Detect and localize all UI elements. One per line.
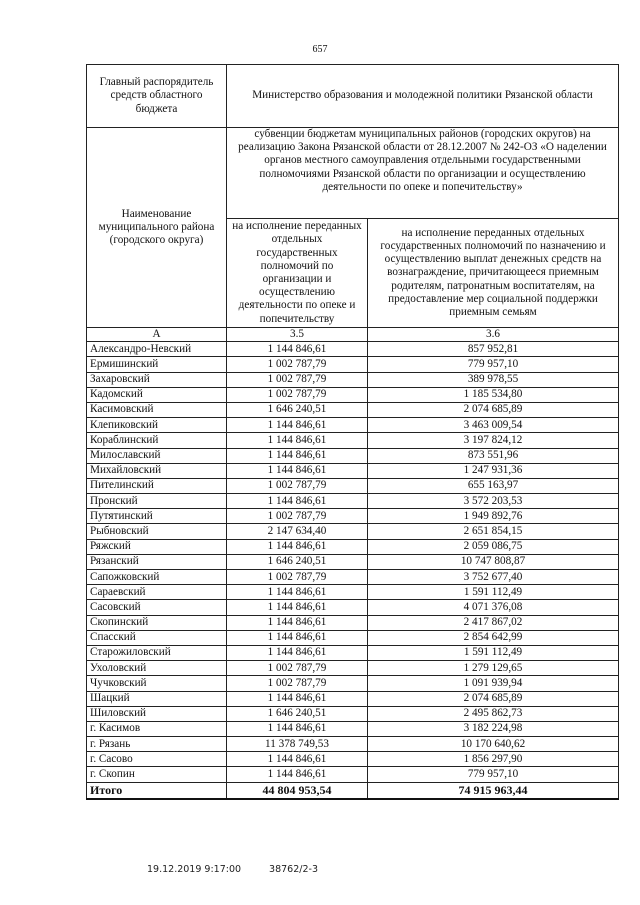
table-row <box>87 524 619 539</box>
value-col-2: 10 747 808,87 <box>368 554 619 569</box>
table-row <box>87 554 619 569</box>
value-col-1: 1 144 846,61 <box>227 630 368 645</box>
value-col-1: 1 144 846,61 <box>227 433 368 448</box>
value-col-2: 10 170 640,62 <box>368 737 619 752</box>
district-name: Ухоловский <box>87 661 227 676</box>
header-row-ministry <box>87 65 619 128</box>
value-col-2: 857 952,81 <box>368 342 619 357</box>
table-row <box>87 570 619 585</box>
value-col-1: 1 144 846,61 <box>227 448 368 463</box>
district-name: г. Сасово <box>87 752 227 767</box>
value-col-1: 1 144 846,61 <box>227 691 368 706</box>
value-col-1: 1 002 787,79 <box>227 372 368 387</box>
value-col-1: 1 646 240,51 <box>227 706 368 721</box>
district-name: Старожиловский <box>87 645 227 660</box>
table-row <box>87 509 619 524</box>
footer-datetime: 19.12.2019 9:17:00 <box>147 864 242 875</box>
value-col-1: 1 646 240,51 <box>227 554 368 569</box>
value-col-2: 2 651 854,15 <box>368 524 619 539</box>
value-col-1: 1 646 240,51 <box>227 402 368 417</box>
table-row <box>87 661 619 676</box>
subvention-table <box>86 64 619 800</box>
value-col-1: 1 144 846,61 <box>227 418 368 433</box>
district-name: г. Касимов <box>87 721 227 736</box>
value-col-1: 1 144 846,61 <box>227 767 368 782</box>
table-row <box>87 752 619 767</box>
district-name: г. Рязань <box>87 737 227 752</box>
district-name: Пителинский <box>87 478 227 493</box>
value-col-1: 1 002 787,79 <box>227 387 368 402</box>
value-col-1: 1 144 846,61 <box>227 342 368 357</box>
value-col-2: 1 949 892,76 <box>368 509 619 524</box>
total-value-2: 74 915 963,44 <box>368 782 619 799</box>
district-name: Кадомский <box>87 387 227 402</box>
table-row <box>87 433 619 448</box>
value-col-2: 2 854 642,99 <box>368 630 619 645</box>
ministry-name: Министерство образования и молодежной политики Рязанской области <box>227 65 619 128</box>
district-name: Путятинский <box>87 509 227 524</box>
value-col-2: 655 163,97 <box>368 478 619 493</box>
column-code-1: 3.5 <box>227 328 368 342</box>
district-name: Спасский <box>87 630 227 645</box>
value-col-2: 3 572 203,53 <box>368 494 619 509</box>
value-col-2: 2 074 685,89 <box>368 402 619 417</box>
table-row <box>87 387 619 402</box>
district-name: Захаровский <box>87 372 227 387</box>
footer-doc-id: 38762/2-3 <box>269 864 318 875</box>
district-name: Касимовский <box>87 402 227 417</box>
value-col-2: 779 957,10 <box>368 357 619 372</box>
district-name: Скопинский <box>87 615 227 630</box>
value-col-2: 4 071 376,08 <box>368 600 619 615</box>
value-col-2: 1 279 129,65 <box>368 661 619 676</box>
table-row <box>87 342 619 357</box>
district-name: Михайловский <box>87 463 227 478</box>
value-col-1: 1 144 846,61 <box>227 600 368 615</box>
table-row <box>87 402 619 417</box>
district-name: Кораблинский <box>87 433 227 448</box>
total-row <box>87 782 619 799</box>
district-name: Ермишинский <box>87 357 227 372</box>
column-2-description: на исполнение переданных отдельных государственных полномочий по назначению и осуществлению выплат денежных средств на вознаграждение, причитающееся приемным родителям, патронатным воспитателям, на предоставление мер социальной поддержки приемным семьям <box>368 219 619 328</box>
table-row <box>87 463 619 478</box>
table-row <box>87 615 619 630</box>
value-col-1: 1 144 846,61 <box>227 494 368 509</box>
main-distributor-label: Главный распорядитель средств областного бюджета <box>87 65 227 128</box>
header-row-subvention <box>87 128 619 219</box>
district-name: Сараевский <box>87 585 227 600</box>
value-col-2: 2 417 867,02 <box>368 615 619 630</box>
value-col-1: 1 002 787,79 <box>227 661 368 676</box>
value-col-2: 1 856 297,90 <box>368 752 619 767</box>
subvention-title: субвенции бюджетам муниципальных районов (городских округов) на реализацию Закона Рязанской области от 28.12.2007 № 242-ОЗ «О наделении органов местного самоуправления отдельными государственными полномочиями Рязанской области по организации и осуществлению деятельности по опеке и попечительству» <box>227 128 619 219</box>
value-col-2: 2 059 086,75 <box>368 539 619 554</box>
value-col-2: 779 957,10 <box>368 767 619 782</box>
value-col-1: 1 002 787,79 <box>227 357 368 372</box>
column-code-2: 3.6 <box>368 328 619 342</box>
district-name: Шацкий <box>87 691 227 706</box>
district-label: Наименование муниципального района (городского округа) <box>87 128 227 328</box>
value-col-1: 1 144 846,61 <box>227 463 368 478</box>
table-row <box>87 737 619 752</box>
value-col-1: 11 378 749,53 <box>227 737 368 752</box>
district-name: Рыбновский <box>87 524 227 539</box>
value-col-2: 1 185 534,80 <box>368 387 619 402</box>
value-col-1: 1 144 846,61 <box>227 539 368 554</box>
value-col-2: 3 182 224,98 <box>368 721 619 736</box>
value-col-1: 1 144 846,61 <box>227 721 368 736</box>
value-col-2: 389 978,55 <box>368 372 619 387</box>
table-row <box>87 676 619 691</box>
total-label: Итого <box>87 782 227 799</box>
value-col-1: 1 002 787,79 <box>227 478 368 493</box>
district-name: г. Скопин <box>87 767 227 782</box>
table-row <box>87 539 619 554</box>
district-name: Пронский <box>87 494 227 509</box>
table-row <box>87 494 619 509</box>
value-col-2: 1 091 939,94 <box>368 676 619 691</box>
table-body <box>87 65 619 342</box>
value-col-1: 1 144 846,61 <box>227 645 368 660</box>
value-col-2: 3 463 009,54 <box>368 418 619 433</box>
table-row <box>87 448 619 463</box>
value-col-2: 1 247 931,36 <box>368 463 619 478</box>
page-number: 657 <box>312 44 328 55</box>
value-col-2: 873 551,96 <box>368 448 619 463</box>
value-col-1: 1 002 787,79 <box>227 509 368 524</box>
table-row <box>87 357 619 372</box>
district-name: Александро-Невский <box>87 342 227 357</box>
value-col-1: 1 144 846,61 <box>227 752 368 767</box>
value-col-1: 1 002 787,79 <box>227 570 368 585</box>
value-col-2: 2 495 862,73 <box>368 706 619 721</box>
district-name: Милославский <box>87 448 227 463</box>
district-name: Сапожковский <box>87 570 227 585</box>
district-name: Чучковский <box>87 676 227 691</box>
value-col-1: 1 002 787,79 <box>227 676 368 691</box>
table-row <box>87 767 619 782</box>
district-rows <box>87 342 619 782</box>
value-col-2: 2 074 685,89 <box>368 691 619 706</box>
district-name: Клепиковский <box>87 418 227 433</box>
table-row <box>87 478 619 493</box>
table-row <box>87 600 619 615</box>
total-value-1: 44 804 953,54 <box>227 782 368 799</box>
district-name: Сасовский <box>87 600 227 615</box>
table-row <box>87 585 619 600</box>
column-code-a: А <box>87 328 227 342</box>
value-col-1: 1 144 846,61 <box>227 585 368 600</box>
value-col-1: 1 144 846,61 <box>227 615 368 630</box>
table-row <box>87 645 619 660</box>
footer <box>147 864 318 875</box>
value-col-2: 1 591 112,49 <box>368 585 619 600</box>
column-1-description: на исполнение переданных отдельных государственных полномочий по организации и осуществлению деятельности по опеке и попечительству <box>227 219 368 328</box>
value-col-1: 2 147 634,40 <box>227 524 368 539</box>
table-row <box>87 706 619 721</box>
district-name: Шиловский <box>87 706 227 721</box>
district-name: Рязанский <box>87 554 227 569</box>
value-col-2: 3 752 677,40 <box>368 570 619 585</box>
table-row <box>87 372 619 387</box>
column-codes-row <box>87 328 619 342</box>
table-row <box>87 721 619 736</box>
table-row <box>87 630 619 645</box>
value-col-2: 3 197 824,12 <box>368 433 619 448</box>
table-row <box>87 691 619 706</box>
district-name: Ряжский <box>87 539 227 554</box>
value-col-2: 1 591 112,49 <box>368 645 619 660</box>
table-row <box>87 418 619 433</box>
